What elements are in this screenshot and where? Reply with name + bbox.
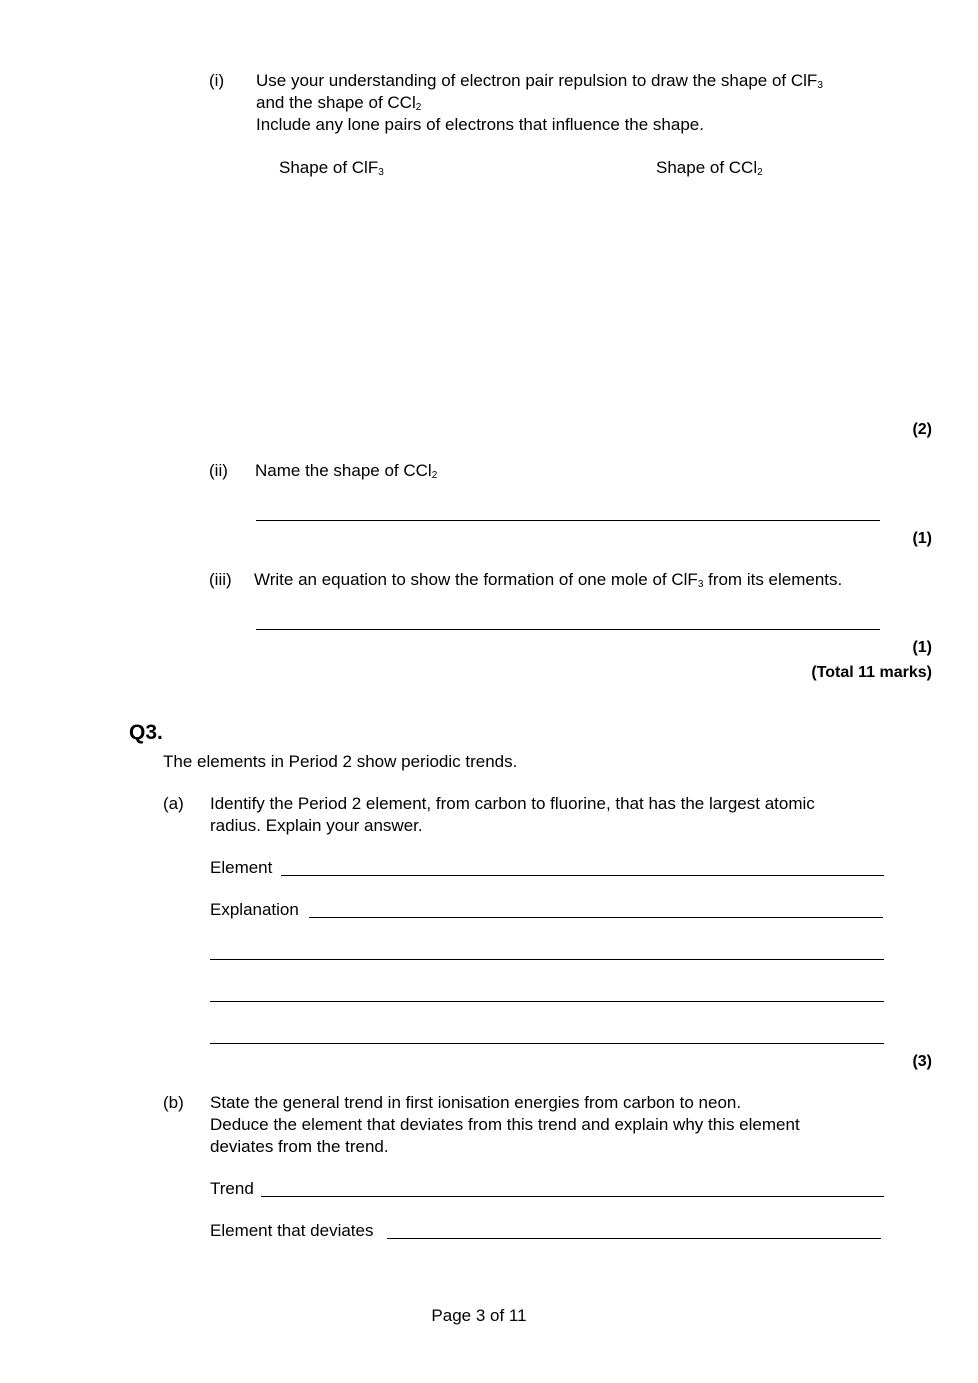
drawing-area[interactable] [256, 190, 886, 410]
trend-label: Trend [210, 1179, 254, 1198]
part-a-line2: radius. Explain your answer. [210, 816, 423, 835]
q3-intro: The elements in Period 2 show periodic trends. [163, 752, 518, 771]
part-i-label: (i) [209, 71, 225, 90]
part-iii-marks: (1) [912, 639, 932, 656]
part-a-marks: (3) [912, 1053, 932, 1070]
total-marks: (Total 11 marks) [811, 664, 932, 681]
answer-line-a2[interactable] [210, 1001, 884, 1002]
part-i-line1: Use your understanding of electron pair repulsion to draw the shape of ClF$_3$ [256, 71, 823, 91]
answer-line-a1[interactable] [210, 959, 884, 960]
element-answer-line[interactable] [281, 875, 884, 876]
part-b-label: (b) [163, 1093, 184, 1112]
answer-line-ii[interactable] [256, 520, 880, 521]
part-iii-label: (iii) [209, 570, 232, 589]
explanation-answer-line[interactable] [309, 917, 883, 918]
part-b-line1: State the general trend in first ionisation energies from carbon to neon. [210, 1093, 742, 1112]
part-iii-text: Write an equation to show the formation of one mole of ClF$_3$ from its elements. [254, 570, 843, 590]
page-number: Page 3 of 11 [431, 1306, 527, 1325]
part-ii-label: (ii) [209, 461, 228, 480]
part-ii-text: Name the shape of CCl$_2$ [255, 461, 438, 481]
deviates-answer-line[interactable] [387, 1238, 881, 1239]
shape-clf3-label: Shape of ClF$_3$ [279, 158, 384, 178]
explanation-label: Explanation [210, 900, 299, 919]
part-a-label: (a) [163, 794, 184, 813]
part-b-line2: Deduce the element that deviates from this trend and explain why this element [210, 1115, 800, 1134]
q3-title: Q3. [129, 721, 163, 744]
part-b-line3: deviates from the trend. [210, 1137, 389, 1156]
part-i-line2: and the shape of CCl$_2$ [256, 93, 422, 113]
answer-line-iii[interactable] [256, 629, 880, 630]
part-ii-marks: (1) [912, 530, 932, 547]
trend-answer-line[interactable] [261, 1196, 884, 1197]
deviates-label: Element that deviates [210, 1221, 374, 1240]
answer-line-a3[interactable] [210, 1043, 884, 1044]
shape-ccl2-label: Shape of CCl$_2$ [656, 158, 763, 178]
part-i-line3: Include any lone pairs of electrons that influence the shape. [256, 115, 704, 134]
part-i-marks: (2) [912, 421, 932, 438]
part-a-line1: Identify the Period 2 element, from carbon to fluorine, that has the largest atomic [210, 794, 815, 813]
element-label: Element [210, 858, 273, 877]
